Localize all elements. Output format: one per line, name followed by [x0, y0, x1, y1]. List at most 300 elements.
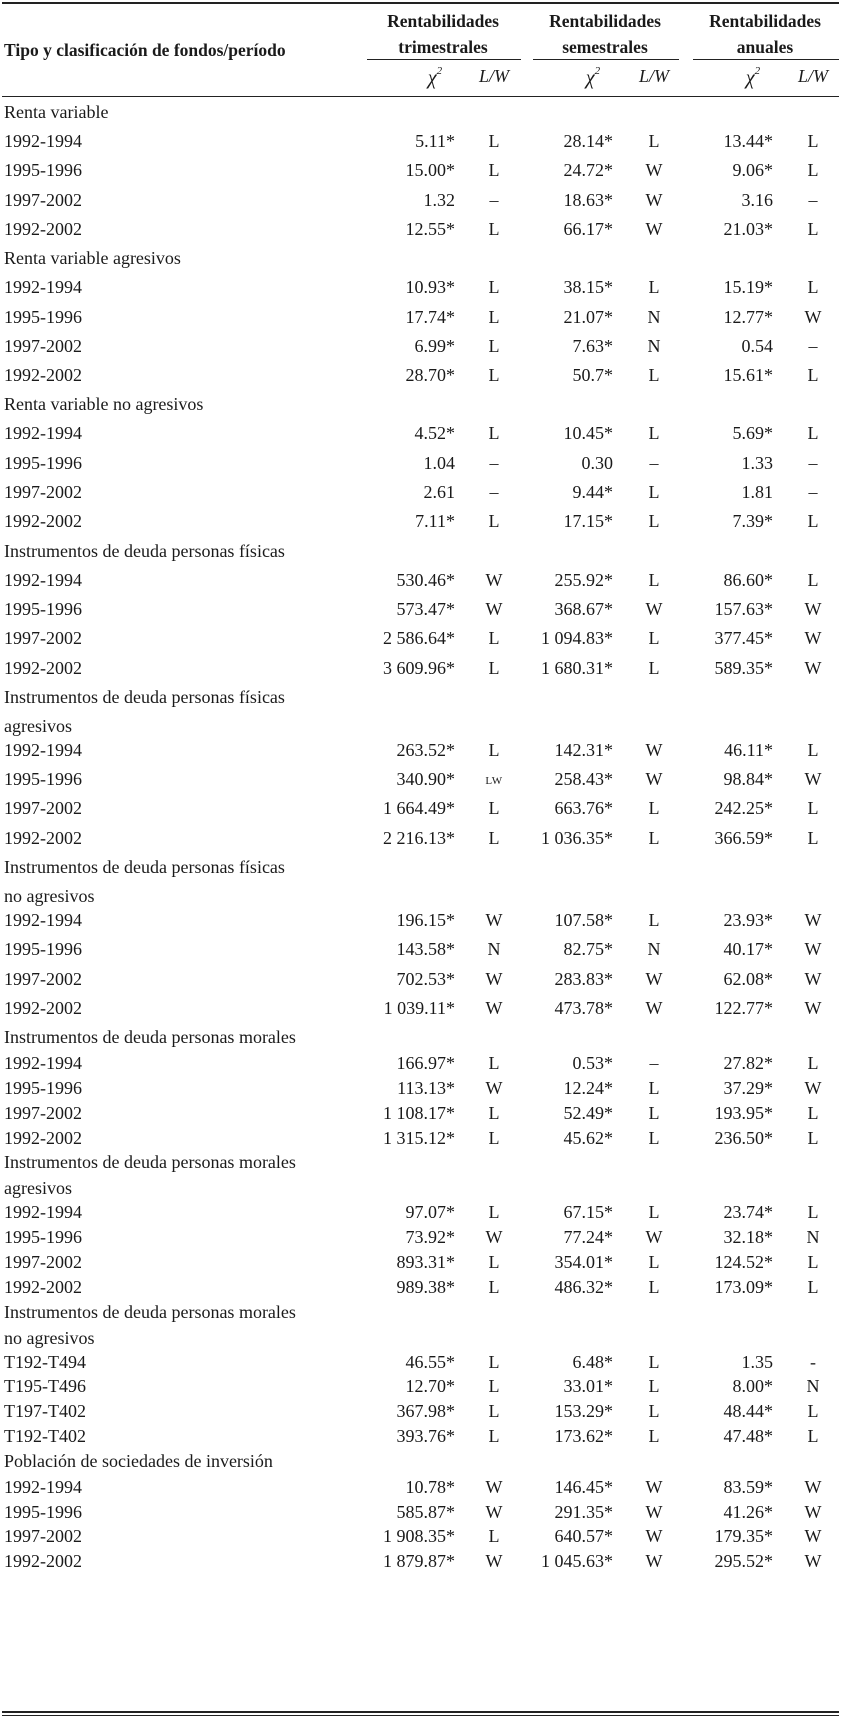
header-group-line1: Rentabilidades — [549, 11, 661, 31]
lw-marker-cell: L — [488, 798, 500, 819]
chi-value-cell: 585.87* — [396, 1501, 455, 1522]
lw-marker-cell: W — [485, 1501, 503, 1522]
period-cell: T195-T496 — [4, 1376, 86, 1397]
lw-marker-cell: L — [648, 277, 660, 298]
lw-marker-cell: L — [807, 160, 819, 181]
lw-marker-cell: L — [648, 910, 660, 930]
lw-marker-cell: W — [485, 1227, 503, 1248]
chi-value-cell: 663.76* — [554, 798, 613, 819]
period-cell: 1992-2002 — [4, 1276, 82, 1297]
lw-marker-cell: L — [488, 1401, 500, 1422]
period-cell: 1992-1994 — [4, 277, 82, 298]
chi-value-cell: 530.46* — [396, 569, 455, 590]
lw-marker-cell: – — [489, 452, 499, 473]
lw-marker-cell: L — [807, 1102, 819, 1123]
lw-marker-cell: L — [807, 827, 819, 848]
lw-marker-cell: – — [649, 452, 659, 473]
chi-value-cell: 33.01* — [563, 1376, 613, 1397]
chi-value-cell: 0.54 — [741, 335, 773, 356]
chi-value-cell: 1 664.49* — [383, 798, 455, 819]
lw-marker-cell: L — [807, 511, 819, 532]
lw-marker-cell: L — [648, 1252, 660, 1272]
chi-value-cell: 7.11* — [415, 511, 455, 532]
lw-marker-cell: L — [807, 1252, 819, 1272]
chi-value-cell: 17.15* — [563, 511, 613, 532]
group-title: agresivos — [4, 715, 72, 736]
chi-value-cell: 1 094.83* — [541, 628, 613, 649]
period-cell: 1997-2002 — [4, 189, 82, 210]
chi-value-cell: 166.97* — [396, 1053, 455, 1074]
group-title: Instrumentos de deuda personas morales — [4, 1301, 296, 1322]
period-cell: 1992-2002 — [4, 657, 82, 678]
lw-marker-cell: L — [807, 798, 819, 819]
period-cell: 1995-1996 — [4, 1501, 82, 1522]
top-rule — [2, 2, 839, 4]
lw-marker-cell: W — [804, 306, 822, 327]
chi-value-cell: 157.63* — [714, 598, 773, 619]
chi-value-cell: 66.17* — [563, 218, 613, 239]
chi-value-cell: 67.15* — [563, 1202, 613, 1223]
period-cell: 1992-1994 — [4, 1053, 82, 1074]
period-cell: T192-T402 — [4, 1426, 86, 1446]
lw-marker-cell: N — [647, 306, 661, 327]
lw-marker-cell: L — [648, 628, 660, 649]
lw-marker-cell: – — [808, 335, 818, 356]
lw-marker-cell: W — [485, 968, 503, 989]
group-title: no agresivos — [4, 1327, 95, 1348]
period-cell: 1995-1996 — [4, 598, 82, 619]
lw-marker-cell: W — [804, 1476, 822, 1497]
lw-marker-cell: - — [810, 1351, 816, 1372]
chi-value-cell: 46.11* — [724, 739, 773, 760]
period-cell: 1992-1994 — [4, 739, 82, 760]
lw-marker-cell: L — [488, 306, 500, 327]
chi-value-cell: 473.78* — [554, 997, 613, 1018]
chi-value-cell: 9.06* — [732, 160, 773, 181]
group-title: Renta variable — [4, 102, 109, 122]
period-cell: 1997-2002 — [4, 1252, 82, 1272]
period-cell: 1992-1994 — [4, 1202, 82, 1223]
lw-marker-cell: L — [488, 1376, 500, 1397]
chi-value-cell: 40.17* — [723, 939, 773, 960]
chi-value-cell: 263.52* — [396, 739, 455, 760]
lw-marker-cell: L — [488, 160, 500, 181]
chi-value-cell: 17.74* — [405, 306, 455, 327]
chi-value-cell: 82.75* — [563, 939, 613, 960]
period-cell: 1995-1996 — [4, 160, 82, 181]
lw-marker-cell: W — [645, 769, 663, 790]
lw-marker-cell: L — [488, 1276, 500, 1297]
chi-value-cell: 242.25* — [714, 798, 773, 819]
group-title: Población de sociedades de inversión — [4, 1450, 273, 1471]
chi-value-cell: 28.70* — [405, 365, 455, 386]
lw-marker-cell: N — [487, 939, 501, 960]
chi-value-cell: 2 586.64* — [383, 628, 455, 649]
period-cell: 1992-1994 — [4, 569, 82, 590]
lw-marker-cell: L — [488, 827, 500, 848]
chi-value-cell: 2 216.13* — [383, 827, 455, 848]
chi-value-cell: 486.32* — [554, 1276, 613, 1297]
lw-marker-cell: N — [806, 1227, 820, 1248]
chi-value-cell: 1 680.31* — [541, 657, 613, 678]
period-cell: 1995-1996 — [4, 306, 82, 327]
chi-value-cell: 12.70* — [405, 1376, 455, 1397]
lw-marker-cell: W — [645, 739, 663, 760]
chi-value-cell: 4.52* — [414, 423, 455, 444]
lw-marker-cell: W — [645, 1476, 663, 1497]
lw-marker-cell: L — [648, 482, 660, 502]
header-group-line2: anuales — [736, 37, 794, 57]
lw-marker-cell: W — [804, 968, 822, 989]
lw-marker-cell: L — [648, 1202, 660, 1223]
lw-marker-cell: L — [648, 511, 660, 532]
chi-value-cell: 1.32 — [423, 189, 455, 210]
chi-value-cell: 295.52* — [714, 1551, 773, 1572]
lw-marker-cell: L — [488, 423, 500, 444]
chi-value-cell: 640.57* — [554, 1526, 613, 1547]
lw-marker-cell: L — [648, 1102, 660, 1123]
chi-value-cell: 573.47* — [396, 598, 455, 619]
period-cell: 1992-2002 — [4, 365, 82, 386]
lw-marker-cell: L — [807, 277, 819, 298]
group-underline — [533, 59, 679, 60]
chi-value-cell: 9.44* — [572, 482, 613, 502]
chi-value-cell: 153.29* — [554, 1401, 613, 1422]
chi-value-cell: 10.45* — [563, 423, 613, 444]
group-title: Renta variable agresivos — [4, 248, 181, 269]
chi-value-cell: 236.50* — [714, 1127, 773, 1148]
chi-value-cell: 12.77* — [723, 306, 773, 327]
header-group-trimestrales — [364, 8, 522, 60]
lw-marker-cell: W — [804, 598, 822, 619]
group-underline — [693, 59, 839, 60]
lw-marker-cell: W — [645, 1551, 663, 1572]
group-underline — [367, 59, 521, 60]
lw-marker-cell: N — [647, 939, 661, 960]
period-cell: 1992-1994 — [4, 423, 82, 444]
chi-symbol: χ — [427, 67, 437, 89]
chi-value-cell: 1 039.11* — [383, 997, 455, 1018]
chi-value-cell: 8.00* — [732, 1376, 773, 1397]
header-group-line1: Rentabilidades — [709, 11, 821, 31]
chi-value-cell: 6.99* — [414, 335, 455, 356]
chi-value-cell: 48.44* — [723, 1401, 773, 1422]
chi-value-cell: 193.95* — [714, 1102, 773, 1123]
lw-marker-cell: W — [645, 1227, 663, 1248]
chi-value-cell: 77.24* — [563, 1227, 613, 1248]
lw-marker-cell: W — [804, 1526, 822, 1547]
lw-marker-cell: L — [488, 628, 500, 649]
bottom-rule — [2, 1711, 839, 1713]
period-cell: T197-T402 — [4, 1401, 86, 1422]
chi-value-cell: 1 315.12* — [383, 1127, 455, 1148]
lw-marker-cell: L — [648, 798, 660, 819]
chi-value-cell: 255.92* — [554, 569, 613, 590]
chi-value-cell: 24.72* — [563, 160, 613, 181]
chi-value-cell: 368.67* — [554, 598, 613, 619]
chi-value-cell: 50.7* — [572, 365, 613, 386]
lw-marker-cell: L — [648, 365, 660, 386]
lw-marker-cell: W — [804, 1501, 822, 1522]
chi-value-cell: 1.33 — [741, 452, 773, 473]
chi-symbol: χ — [585, 67, 595, 89]
chi-value-cell: 5.69* — [732, 423, 773, 444]
chi-value-cell: 702.53* — [396, 968, 455, 989]
chi-value-cell: 0.53* — [572, 1053, 613, 1074]
lw-marker-cell: L — [807, 423, 819, 444]
lw-header: L/W — [638, 66, 669, 86]
lw-marker-cell: L — [807, 1426, 819, 1446]
lw-marker-cell: L — [648, 1376, 660, 1397]
chi-value-cell: 15.61* — [723, 365, 773, 386]
lw-marker-cell: W — [645, 160, 663, 181]
chi-value-cell: 13.44* — [723, 131, 773, 151]
lw-marker-cell: L — [488, 1351, 500, 1372]
lw-marker-cell: – — [649, 1053, 659, 1074]
chi-value-cell: 1.81 — [741, 482, 773, 502]
chi-value-cell: 107.58* — [554, 910, 613, 930]
group-title: Instrumentos de deuda personas físicas — [4, 540, 285, 561]
group-title: no agresivos — [4, 886, 95, 906]
chi-square-header — [733, 65, 773, 90]
chi-value-cell: 367.98* — [396, 1401, 455, 1422]
lw-marker-cell: L — [648, 827, 660, 848]
chi-value-cell: 41.26* — [723, 1501, 773, 1522]
lw-marker-cell: L — [648, 569, 660, 590]
chi-value-cell: 589.35* — [714, 657, 773, 678]
period-cell: 1997-2002 — [4, 1102, 82, 1123]
chi-value-cell: 1 908.35* — [383, 1526, 455, 1547]
lw-marker-cell: L — [488, 1526, 500, 1547]
chi-value-cell: 52.49* — [563, 1102, 613, 1123]
chi-value-cell: 86.60* — [723, 569, 773, 590]
chi-value-cell: 1.35 — [741, 1351, 773, 1372]
lw-marker-cell: W — [804, 1078, 822, 1098]
lw-marker-cell: L — [488, 1202, 500, 1223]
lw-marker-cell: – — [808, 452, 818, 473]
period-cell: 1995-1996 — [4, 1078, 82, 1098]
lw-marker-cell: – — [808, 189, 818, 210]
lw-marker-cell: L — [488, 511, 500, 532]
chi-square-header — [415, 65, 455, 90]
chi-superscript: 2 — [754, 65, 761, 77]
lw-marker-cell: L — [807, 1276, 819, 1297]
lw-marker-cell: – — [489, 189, 499, 210]
header-group-anuales — [690, 8, 840, 60]
group-title: Instrumentos de deuda personas morales — [4, 1152, 296, 1173]
lw-marker-cell: L — [807, 1127, 819, 1148]
chi-value-cell: 62.08* — [723, 968, 773, 989]
lw-marker-cell: W — [645, 1501, 663, 1522]
chi-value-cell: 0.30 — [581, 452, 613, 473]
lw-marker-cell: W — [485, 1476, 503, 1497]
period-cell: 1992-1994 — [4, 1476, 82, 1497]
lw-marker-cell: L — [648, 131, 660, 151]
chi-value-cell: 3 609.96* — [383, 657, 455, 678]
lw-marker-cell: W — [485, 1078, 503, 1098]
lw-marker-cell: L — [488, 131, 500, 151]
chi-value-cell: 83.59* — [723, 1476, 773, 1497]
lw-marker-cell: L — [807, 1401, 819, 1422]
chi-value-cell: 146.45* — [554, 1476, 613, 1497]
chi-value-cell: 258.43* — [554, 769, 613, 790]
group-title: Instrumentos de deuda personas físicas — [4, 686, 285, 707]
lw-marker-cell: W — [645, 1526, 663, 1547]
lw-marker-cell: W — [645, 218, 663, 239]
lw-marker-cell: L — [807, 569, 819, 590]
chi-value-cell: 377.45* — [714, 628, 773, 649]
chi-value-cell: 3.16 — [741, 189, 773, 210]
period-cell: 1992-2002 — [4, 1551, 82, 1572]
lw-marker-cell: L — [488, 1127, 500, 1148]
chi-value-cell: 46.55* — [405, 1351, 455, 1372]
chi-value-cell: 1 036.35* — [541, 827, 613, 848]
chi-value-cell: 989.38* — [396, 1276, 455, 1297]
lw-marker-cell: W — [804, 1551, 822, 1572]
period-cell: T192-T494 — [4, 1351, 86, 1372]
chi-value-cell: 173.62* — [554, 1426, 613, 1446]
lw-marker-cell: W — [804, 769, 822, 790]
chi-value-cell: 12.55* — [405, 218, 455, 239]
chi-value-cell: 113.13* — [397, 1078, 455, 1098]
header-group-line1: Rentabilidades — [387, 11, 499, 31]
lw-marker-cell: L — [807, 1053, 819, 1074]
chi-value-cell: 340.90* — [396, 769, 455, 790]
lw-marker-cell: L — [807, 131, 819, 151]
group-title: Instrumentos de deuda personas físicas — [4, 857, 285, 877]
chi-value-cell: 98.84* — [723, 769, 773, 790]
group-title: Renta variable no agresivos — [4, 394, 204, 415]
lw-marker-cell: – — [808, 482, 818, 502]
chi-value-cell: 18.63* — [563, 189, 613, 210]
chi-value-cell: 28.14* — [563, 131, 613, 151]
chi-value-cell: 38.15* — [563, 277, 613, 298]
chi-value-cell: 283.83* — [554, 968, 613, 989]
period-cell: 1995-1996 — [4, 452, 82, 473]
chi-value-cell: 73.92* — [405, 1227, 455, 1248]
chi-superscript: 2 — [594, 65, 601, 77]
period-cell: 1992-2002 — [4, 1127, 82, 1148]
chi-value-cell: 291.35* — [554, 1501, 613, 1522]
chi-value-cell: 15.00* — [405, 160, 455, 181]
period-cell: 1992-2002 — [4, 511, 82, 532]
lw-marker-cell: L — [488, 1426, 500, 1446]
lw-marker-cell: W — [645, 189, 663, 210]
chi-value-cell: 1 879.87* — [383, 1551, 455, 1572]
lw-marker-cell: W — [485, 569, 503, 590]
lw-marker-cell: L — [488, 739, 500, 760]
lw-marker-cell: L — [648, 657, 660, 678]
chi-value-cell: 1 108.17* — [383, 1102, 455, 1123]
period-cell: 1997-2002 — [4, 482, 82, 502]
lw-marker-cell: W — [485, 598, 503, 619]
chi-value-cell: 5.11* — [415, 131, 455, 151]
chi-value-cell: 27.82* — [723, 1053, 773, 1074]
lw-marker-cell: W — [804, 997, 822, 1018]
lw-marker-cell: W — [804, 628, 822, 649]
chi-value-cell: 7.39* — [732, 511, 773, 532]
period-cell: 1995-1996 — [4, 1227, 82, 1248]
lw-marker-cell: W — [485, 910, 503, 930]
chi-superscript: 2 — [436, 65, 443, 77]
chi-value-cell: 354.01* — [554, 1252, 613, 1272]
period-cell: 1997-2002 — [4, 968, 82, 989]
lw-marker-cell: L — [488, 218, 500, 239]
period-cell: 1997-2002 — [4, 1526, 82, 1547]
period-cell: 1992-2002 — [4, 218, 82, 239]
lw-marker-cell: L — [648, 1127, 660, 1148]
chi-value-cell: 893.31* — [396, 1252, 455, 1272]
chi-value-cell: 173.09* — [714, 1276, 773, 1297]
chi-value-cell: 142.31* — [554, 739, 613, 760]
lw-header: L/W — [797, 66, 828, 86]
chi-value-cell: 37.29* — [723, 1078, 773, 1098]
lw-marker-cell: W — [645, 598, 663, 619]
group-title: Instrumentos de deuda personas morales — [4, 1027, 296, 1048]
lw-marker-cell: W — [804, 657, 822, 678]
header-rule — [2, 96, 839, 97]
lw-marker-cell: L — [648, 1426, 660, 1446]
chi-value-cell: 393.76* — [396, 1426, 455, 1446]
chi-value-cell: 10.93* — [405, 277, 455, 298]
lw-marker-cell: N — [647, 335, 661, 356]
chi-value-cell: 179.35* — [714, 1526, 773, 1547]
period-cell: 1997-2002 — [4, 335, 82, 356]
chi-value-cell: 7.63* — [572, 335, 613, 356]
lw-marker-cell: L — [488, 277, 500, 298]
lw-marker-cell: W — [645, 997, 663, 1018]
chi-value-cell: 97.07* — [405, 1202, 455, 1223]
lw-marker-cell: W — [645, 968, 663, 989]
chi-value-cell: 2.61 — [423, 482, 455, 502]
chi-value-cell: 366.59* — [714, 827, 773, 848]
header-group-semestrales — [530, 8, 680, 60]
lw-marker-cell: W — [485, 1551, 503, 1572]
header-group-line2: semestrales — [562, 37, 648, 57]
period-cell: 1997-2002 — [4, 798, 82, 819]
period-cell: 1992-2002 — [4, 997, 82, 1018]
period-cell: 1995-1996 — [4, 939, 82, 960]
lw-marker-cell: L — [648, 423, 660, 444]
period-cell: 1995-1996 — [4, 769, 82, 790]
chi-value-cell: 6.48* — [572, 1351, 613, 1372]
lw-marker-cell: L — [648, 1078, 660, 1098]
lw-marker-cell: L — [488, 657, 500, 678]
chi-value-cell: 124.52* — [714, 1252, 773, 1272]
chi-value-cell: 47.48* — [723, 1426, 773, 1446]
chi-value-cell: 1 045.63* — [541, 1551, 613, 1572]
chi-value-cell: 21.07* — [563, 306, 613, 327]
chi-square-header — [573, 65, 613, 90]
table-header-title: Tipo y clasificación de fondos/período — [4, 40, 286, 60]
lw-marker-cell: – — [489, 482, 499, 502]
lw-marker-cell: L — [488, 365, 500, 386]
lw-marker-cell: W — [804, 910, 822, 930]
lw-marker-cell: L — [648, 1276, 660, 1297]
lw-marker-cell: L — [807, 218, 819, 239]
lw-marker-cell: L — [488, 1252, 500, 1272]
lw-header: L/W — [478, 66, 509, 86]
lw-marker-cell: L — [648, 1401, 660, 1422]
header-group-line2: trimestrales — [398, 37, 488, 57]
period-cell: 1992-1994 — [4, 910, 82, 930]
period-cell: 1997-2002 — [4, 628, 82, 649]
lw-marker-cell: L — [488, 1102, 500, 1123]
chi-value-cell: 21.03* — [723, 218, 773, 239]
lw-marker-cell: L — [488, 335, 500, 356]
lw-marker-cell: L — [807, 1202, 819, 1223]
chi-value-cell: 23.74* — [723, 1202, 773, 1223]
